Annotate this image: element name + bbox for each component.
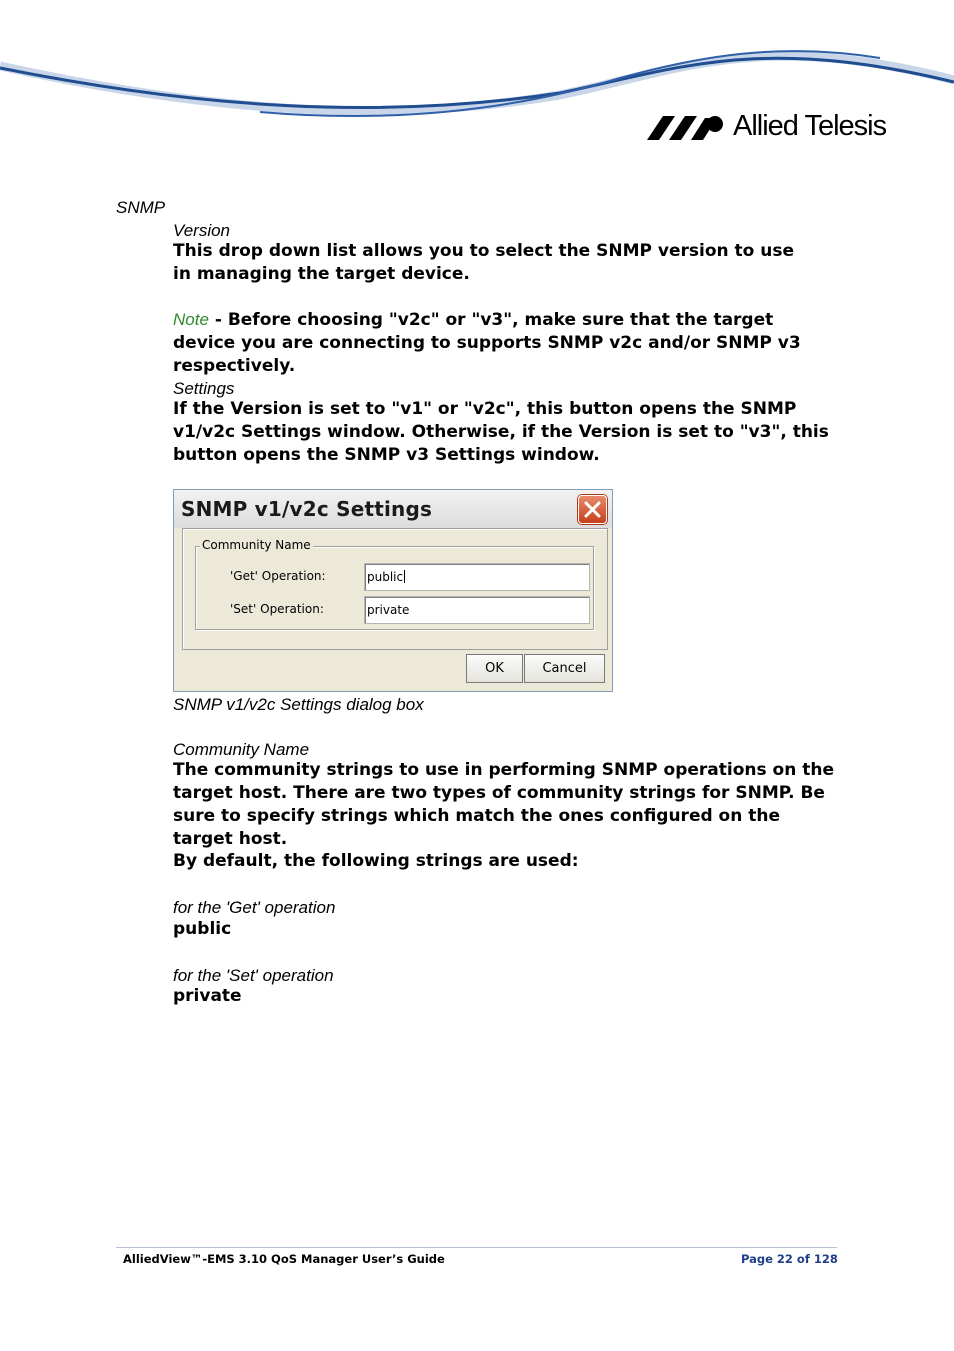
community-body: The community strings to use in performing SNMP operations on the target host. There are two types of community strings for SNMP. Be sure to specify strings which match the ones configured on the target host. [173, 760, 834, 849]
ok-button[interactable]: OK [466, 654, 523, 683]
brand-name: Allied Telesis [733, 110, 887, 142]
community-name-group [195, 538, 594, 630]
version-heading: Version [173, 221, 231, 240]
brand-logo [645, 110, 900, 144]
dialog-titlebar [174, 490, 612, 528]
set-operation-label: 'Set' Operation: [230, 602, 324, 616]
footer-divider [116, 1247, 837, 1248]
settings-body: If the Version is set to "v1" or "v2c", this button opens the SNMP v1/v2c Settings window. Otherwise, if the Version is set to "v3", this button opens the SNMP v3 Settings window. [173, 399, 829, 465]
version-body: This drop down list allows you to select the SNMP version to use in managing the target device. [173, 241, 795, 284]
community-heading: Community Name [173, 740, 310, 759]
get-default-value: public [173, 919, 232, 939]
cancel-button[interactable]: Cancel [524, 654, 605, 683]
set-operation-value: private [367, 603, 410, 617]
set-operation-input[interactable] [364, 596, 590, 624]
set-default-heading: for the 'Set' operation [173, 966, 334, 985]
allied-telesis-mark-icon [645, 112, 725, 142]
get-operation-label: 'Get' Operation: [230, 569, 326, 583]
footer-guide-title: AlliedView™-EMS 3.10 QoS Manager User’s Guide [123, 1252, 445, 1266]
note-label: Note [173, 310, 209, 329]
dialog-content-panel [182, 528, 608, 650]
get-operation-input[interactable] [364, 563, 590, 591]
set-default-value: private [173, 986, 242, 1006]
close-button[interactable] [578, 495, 607, 524]
footer-page-number: Page 22 of 128 [741, 1252, 838, 1266]
group-label: Community Name [202, 538, 311, 552]
dialog-caption: SNMP v1/v2c Settings dialog box [173, 695, 424, 714]
get-operation-value: public [367, 570, 404, 584]
text-cursor [404, 570, 405, 583]
close-icon [579, 496, 606, 523]
version-note [173, 308, 833, 378]
snmp-settings-dialog [173, 489, 613, 692]
note-text: - Before choosing "v2c" or "v3", make sure that the target device you are connecting to supports SNMP v2c and/or SNMP v3 respectively. [173, 310, 801, 376]
get-default-heading: for the 'Get' operation [173, 898, 336, 917]
section-title: SNMP [116, 198, 166, 217]
defaults-intro: By default, the following strings are used: [173, 851, 579, 871]
settings-heading: Settings [173, 379, 235, 398]
dialog-title: SNMP v1/v2c Settings [181, 497, 433, 521]
